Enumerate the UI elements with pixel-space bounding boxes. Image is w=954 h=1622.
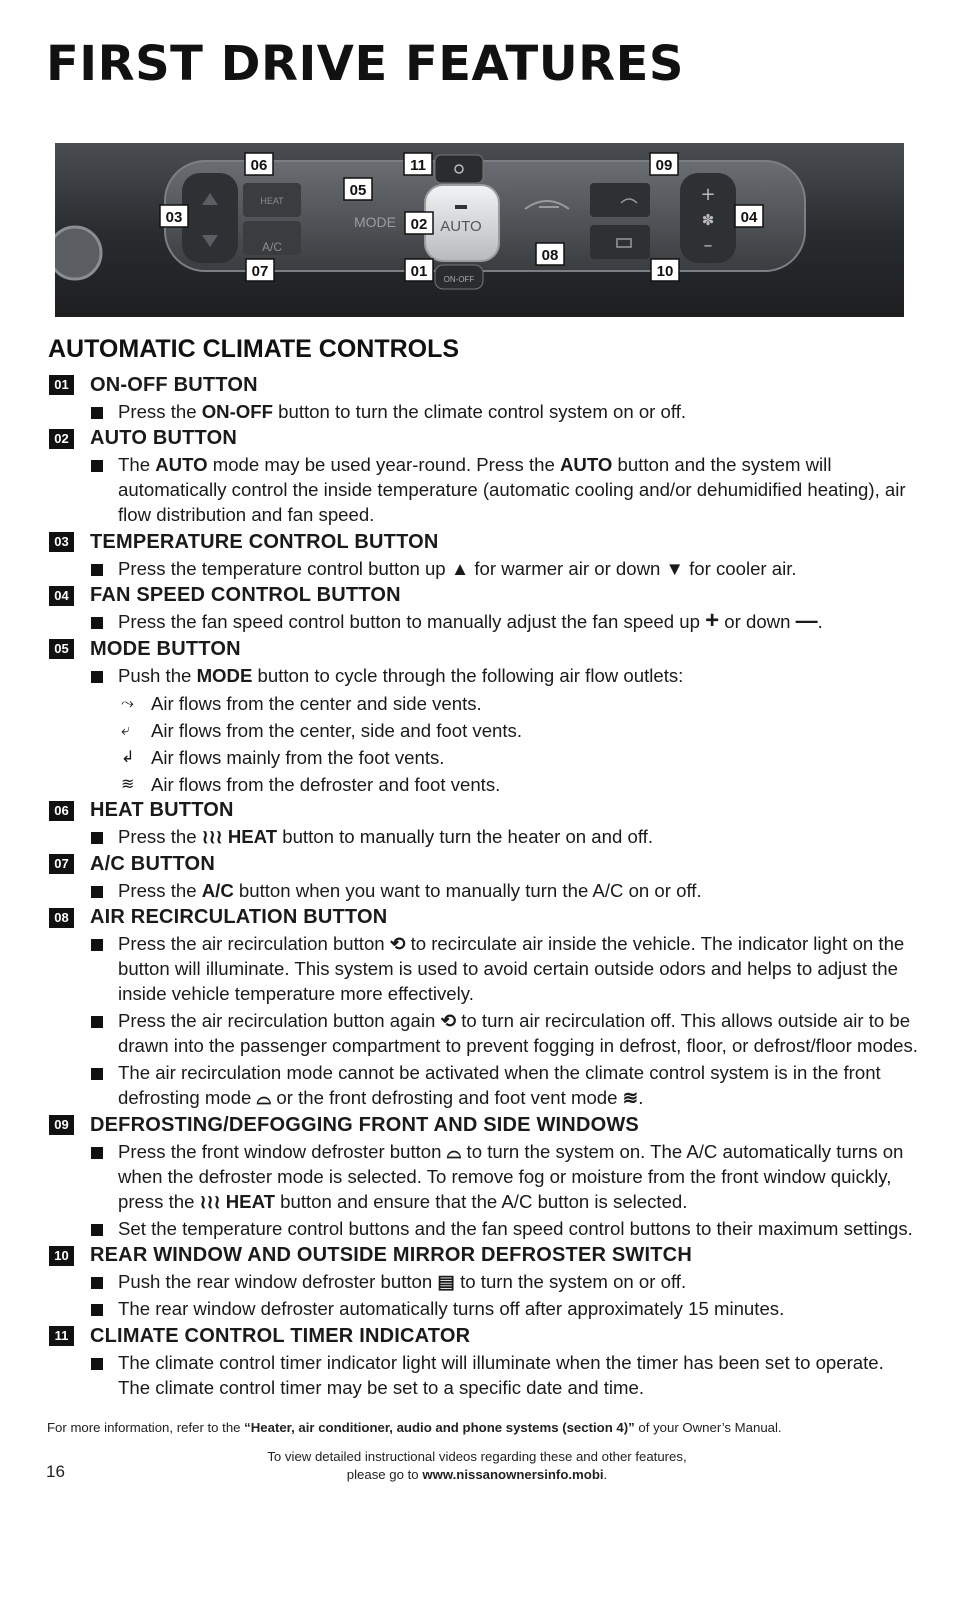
front-defrost-icon: ⌓ xyxy=(256,1087,272,1108)
photo-label-05 xyxy=(344,178,372,200)
rear-defrost-icon: ▤ xyxy=(437,1271,455,1292)
item-10-bullet: Push the rear window defroster button ▤ to turn the system on or off. xyxy=(49,1269,919,1294)
item-06-heading xyxy=(49,798,919,825)
item-01-heading xyxy=(49,372,919,399)
item-number: 04 xyxy=(49,586,74,606)
page-number: 16 xyxy=(46,1462,65,1481)
photo-label-02 xyxy=(405,212,433,234)
center-side-foot-vent-icon: ⤶ xyxy=(121,721,130,739)
item-heading: AUTO BUTTON xyxy=(90,427,238,450)
item-02-bullet: The AUTO mode may be used year-round. Press the AUTO button and the system will automatically control the inside temperature (automatic cooling and/or dehumidified heating), air flow distribution and fan speed. xyxy=(49,452,919,527)
svg-text:05: 05 xyxy=(349,182,367,199)
photo-label-08 xyxy=(536,243,564,265)
defrost-foot-vent-icon: ≋ xyxy=(622,1087,639,1108)
item-03-heading xyxy=(49,529,919,556)
triangle-down-icon: ▼ xyxy=(665,557,684,579)
svg-text:04: 04 xyxy=(740,209,758,226)
item-05-bullet: Push the MODE button to cycle through the following air flow outlets: xyxy=(49,663,919,688)
item-number: 05 xyxy=(49,639,74,659)
heat-icon: ≀≀≀ xyxy=(201,826,223,847)
photo-label-06 xyxy=(245,153,273,175)
svg-text:AUTO: AUTO xyxy=(440,218,482,235)
page-title: FIRST DRIVE FEATURES xyxy=(46,36,684,92)
item-10-heading xyxy=(49,1243,919,1270)
item-heading: REAR WINDOW AND OUTSIDE MIRROR DEFROSTER SWITCH xyxy=(90,1244,692,1267)
photo-label-10 xyxy=(651,259,679,281)
item-heading: TEMPERATURE CONTROL BUTTON xyxy=(90,530,439,553)
svg-text:MODE: MODE xyxy=(354,214,396,230)
mode-option: ≋ Air flows from the defroster and foot vents. xyxy=(49,771,919,798)
item-04-bullet: Press the fan speed control button to manually adjust the fan speed up + or down —. xyxy=(49,609,919,634)
item-08-bullet: Press the air recirculation button ⟲ to recirculate air inside the vehicle. The indicator light on the button will illuminate. This system is used to avoid certain outside odors and helps to adjust the inside vehicle temperature more effectively. xyxy=(49,931,919,1006)
item-number: 06 xyxy=(49,801,74,821)
svg-text:10: 10 xyxy=(656,263,674,280)
recirculation-icon: ⟲ xyxy=(389,933,406,954)
mode-option: ⤶ Air flows from the center, side and foot vents. xyxy=(49,717,919,744)
heat-icon: ≀≀≀ xyxy=(199,1190,221,1212)
svg-text:–: – xyxy=(703,235,713,256)
svg-text:06: 06 xyxy=(250,157,268,174)
svg-text:07: 07 xyxy=(251,263,269,280)
item-01-bullet: Press the ON-OFF button to turn the climate control system on or off. xyxy=(49,399,919,424)
item-09-heading xyxy=(49,1112,919,1139)
item-08-bullet: Press the air recirculation button again ⟲ to turn air recirculation off. This allows outside air to be drawn into the passenger compartment to prevent fogging in defrost, floor, or defrost/floor modes. xyxy=(49,1008,919,1058)
item-heading: HEAT BUTTON xyxy=(90,799,234,822)
photo-label-11 xyxy=(404,153,432,175)
plus-icon: + xyxy=(705,607,720,634)
minus-icon: — xyxy=(795,608,818,633)
svg-text:HEAT: HEAT xyxy=(260,196,284,206)
item-number: 10 xyxy=(49,1246,74,1266)
item-09-bullet: Press the front window defroster button ⌓ to turn the system on. The A/C automatically turns on when the defroster mode is selected. To remove fog or moisture from the front window quickly, press the ≀≀≀ HEAT button and ensure that the A/C button is selected. xyxy=(49,1139,919,1214)
foot-vent-icon: ↲ xyxy=(121,748,135,766)
section-title: AUTOMATIC CLIMATE CONTROLS xyxy=(48,335,460,363)
feature-list xyxy=(49,372,919,1402)
item-number: 11 xyxy=(49,1326,74,1346)
item-heading: CLIMATE CONTROL TIMER INDICATOR xyxy=(90,1324,471,1347)
item-03-bullet: Press the temperature control button up ▲ for warmer air or down ▼ for cooler air. xyxy=(49,556,919,581)
item-number: 03 xyxy=(49,532,74,552)
climate-panel-photo xyxy=(55,143,904,317)
front-defrost-icon: ⌓ xyxy=(446,1140,462,1162)
photo-label-07 xyxy=(246,259,274,281)
item-heading: AIR RECIRCULATION BUTTON xyxy=(90,906,388,929)
item-heading: ON-OFF BUTTON xyxy=(90,373,258,396)
photo-label-09 xyxy=(650,153,678,175)
svg-text:A/C: A/C xyxy=(261,240,283,254)
item-08-heading xyxy=(49,905,919,932)
item-07-bullet: Press the A/C button when you want to manually turn the A/C on or off. xyxy=(49,878,919,903)
svg-text:01: 01 xyxy=(410,263,428,280)
website-link[interactable]: www.nissanownersinfo.mobi xyxy=(422,1467,604,1482)
item-number: 01 xyxy=(49,375,74,395)
svg-text:09: 09 xyxy=(655,157,673,174)
recirculation-icon: ⟲ xyxy=(440,1010,457,1031)
svg-text:+: + xyxy=(700,184,716,205)
mode-option: ↲ Air flows mainly from the foot vents. xyxy=(49,744,919,771)
manual-reference-note: For more information, refer to the “Heater, air conditioner, audio and phone systems (section 4)” of your Owner’s Manual. xyxy=(47,1420,782,1435)
item-number: 07 xyxy=(49,854,74,874)
item-number: 09 xyxy=(49,1115,74,1135)
item-11-bullet: The climate control timer indicator light will illuminate when the timer has been set to operate. The climate control timer may be set to a specific date and time. xyxy=(49,1350,919,1400)
item-heading: FAN SPEED CONTROL BUTTON xyxy=(90,584,401,607)
item-04-heading xyxy=(49,583,919,610)
item-11-heading xyxy=(49,1323,919,1350)
center-side-vent-icon: ⤳ xyxy=(121,694,134,712)
item-07-heading xyxy=(49,851,919,878)
photo-label-01 xyxy=(405,259,433,281)
triangle-up-icon: ▲ xyxy=(450,557,470,579)
svg-text:02: 02 xyxy=(410,216,428,233)
video-note: To view detailed instructional videos regarding these and other features, please go to www.nissanownersinfo.mobi. xyxy=(267,1449,687,1482)
item-heading: A/C BUTTON xyxy=(90,852,215,875)
svg-text:11: 11 xyxy=(410,157,426,174)
mode-option: ⤳ Air flows from the center and side vents. xyxy=(49,690,919,717)
item-08-bullet: The air recirculation mode cannot be activated when the climate control system is in the front defrosting mode ⌓ or the front defrosting and foot vent mode ≋. xyxy=(49,1060,919,1110)
photo-label-04 xyxy=(735,205,763,227)
item-heading: MODE BUTTON xyxy=(90,637,241,660)
item-02-heading xyxy=(49,426,919,453)
item-05-heading xyxy=(49,636,919,663)
item-10-bullet: The rear window defroster automatically turns off after approximately 15 minutes. xyxy=(49,1296,919,1321)
svg-text:03: 03 xyxy=(165,209,183,226)
item-09-bullet: Set the temperature control buttons and the fan speed control buttons to their maximum settings. xyxy=(49,1216,919,1241)
photo-label-03 xyxy=(160,205,188,227)
item-heading: DEFROSTING/DEFOGGING FRONT AND SIDE WINDOWS xyxy=(90,1113,639,1136)
item-number: 08 xyxy=(49,908,74,928)
item-06-bullet: Press the ≀≀≀ HEAT button to manually turn the heater on and off. xyxy=(49,824,919,849)
svg-text:ON-OFF: ON-OFF xyxy=(443,275,475,284)
item-number: 02 xyxy=(49,429,74,449)
svg-text:✽: ✽ xyxy=(701,211,715,229)
defrost-foot-vent-icon: ≋ xyxy=(121,775,135,793)
svg-text:08: 08 xyxy=(541,247,559,264)
